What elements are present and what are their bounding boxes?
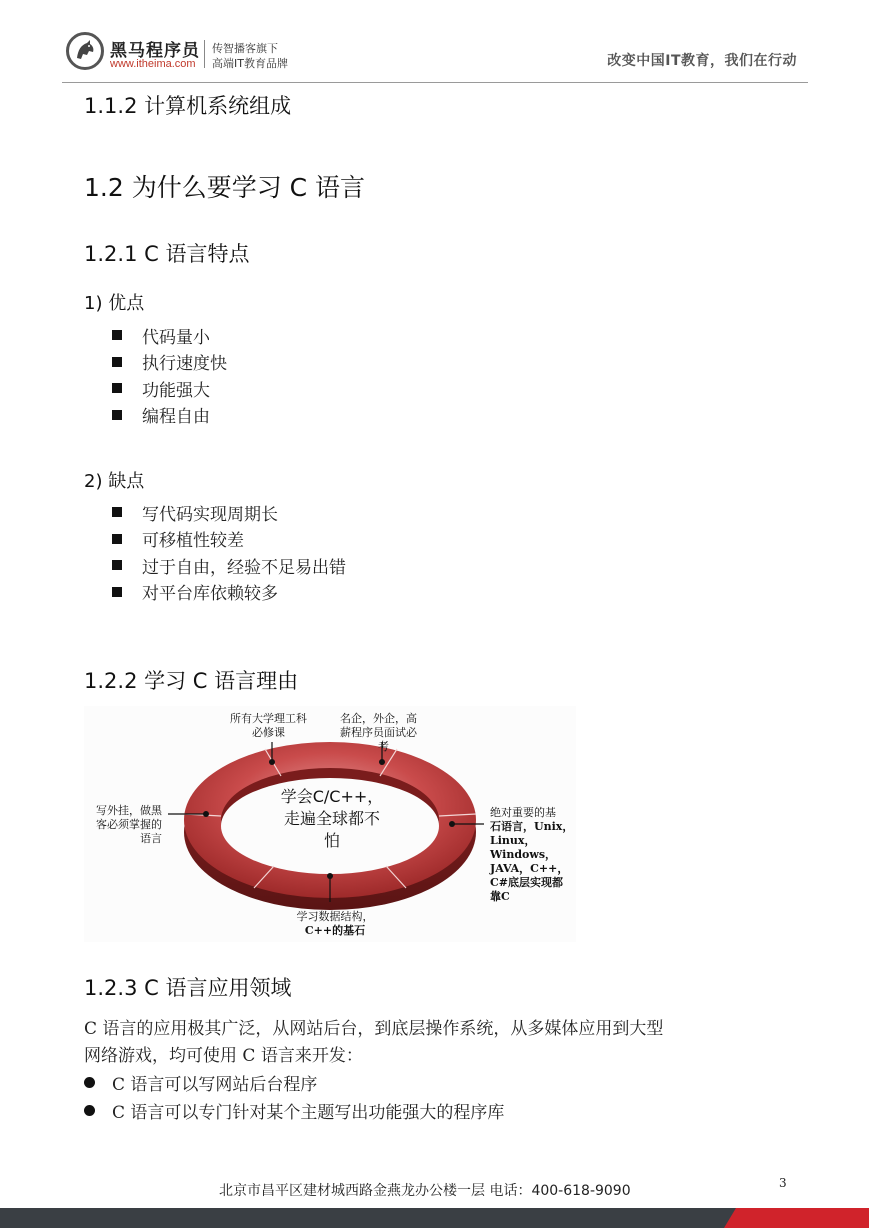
square-bullet-icon <box>112 330 122 340</box>
footer-address: 北京市昌平区建材城西路金燕龙办公楼一层 电话：400-618-9090 <box>219 1183 631 1199</box>
label-right: 绝对重要的基 石语言，Unix， Linux， Windows， JAVA，C++， C#底层实现都 靠C <box>490 806 574 903</box>
label-left: 写外挂，做黑 客必须掌握的 语言 <box>96 804 162 845</box>
brand-name: 黑马程序员 <box>110 41 200 61</box>
square-bullet-icon <box>112 560 122 570</box>
square-bullet-icon <box>112 587 122 597</box>
heading-1-2-3: 1.2.3 C 语言应用领域 <box>84 976 292 1000</box>
list-item: 过于自由，经验不足易出错 <box>112 552 346 579</box>
page-header <box>0 0 869 84</box>
disadvantages-title: 2) 缺点 <box>84 471 145 492</box>
brand-divider <box>204 40 205 68</box>
heading-1-1-2: 1.1.2 计算机系统组成 <box>84 94 292 118</box>
square-bullet-icon <box>112 357 122 367</box>
heading-1-2-1: 1.2.1 C 语言特点 <box>84 242 250 266</box>
page-number: 3 <box>779 1176 787 1190</box>
list-item: 写代码实现周期长 <box>112 499 346 526</box>
heading-1-2-2: 1.2.2 学习 C 语言理由 <box>84 669 299 693</box>
ring-center-text: 学会C/C++， 走遍全球都不 怕 <box>280 787 384 850</box>
square-bullet-icon <box>112 507 122 517</box>
advantages-list <box>112 322 227 428</box>
list-item: C 语言可以写网站后台程序 <box>84 1069 504 1097</box>
header-divider <box>62 82 808 83</box>
list-item: 编程自由 <box>112 402 227 429</box>
round-bullet-icon <box>84 1077 95 1088</box>
label-top-left: 所有大学理工科 必修课 <box>230 712 307 739</box>
list-item: C 语言可以专门针对某个主题写出功能强大的程序库 <box>84 1097 504 1125</box>
list-item: 可移植性较差 <box>112 526 346 553</box>
round-bullet-icon <box>84 1105 95 1116</box>
brand-url[interactable]: www.itheima.com <box>110 58 196 70</box>
brand-tagline-1: 传智播客旗下 <box>212 42 278 55</box>
square-bullet-icon <box>112 383 122 393</box>
applications-list <box>84 1069 504 1124</box>
advantages-title: 1) 优点 <box>84 293 145 314</box>
heading-1-2: 1.2 为什么要学习 C 语言 <box>84 173 366 202</box>
footer-bar <box>0 1208 869 1228</box>
square-bullet-icon <box>112 534 122 544</box>
list-item: 执行速度快 <box>112 349 227 376</box>
disadvantages-list <box>112 499 346 605</box>
label-bottom: 学习数据结构， C++的基石 <box>296 910 374 937</box>
applications-paragraph: C 语言的应用极其广泛，从网站后台，到底层操作系统，从多媒体应用到大型 网络游戏，均可使用 C 语言来开发： <box>84 1019 664 1066</box>
list-item: 代码量小 <box>112 322 227 349</box>
horse-logo-icon <box>66 32 104 70</box>
square-bullet-icon <box>112 410 122 420</box>
brand-tagline-2: 高端IT教育品牌 <box>212 57 288 70</box>
label-top-right: 名企，外企，高 薪程序员面试必 考 <box>340 712 417 753</box>
header-slogan: 改变中国IT教育，我们在行动 <box>607 53 797 69</box>
list-item: 对平台库依赖较多 <box>112 579 346 606</box>
list-item: 功能强大 <box>112 375 227 402</box>
